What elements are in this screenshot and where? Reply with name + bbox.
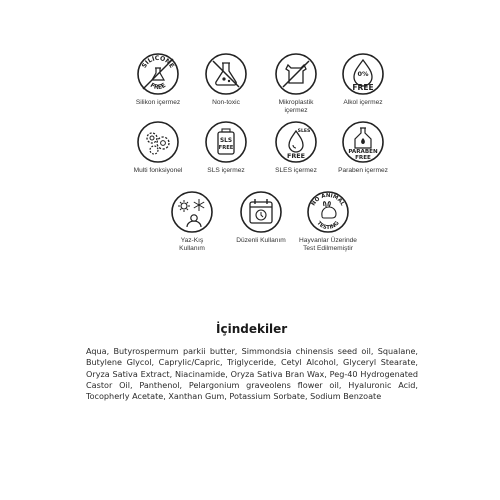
all-season-icon xyxy=(170,190,214,234)
badge-caption: SLS içermez xyxy=(207,167,245,174)
svg-text:FREE xyxy=(149,82,167,91)
no-animal-testing-icon xyxy=(306,190,350,234)
badge-paraben-free xyxy=(318,120,408,175)
paraben-text: PARABEN xyxy=(348,149,378,155)
non-toxic-icon xyxy=(204,52,248,96)
badge-caption: Alkol içermez xyxy=(343,99,383,106)
sles-text: SLES xyxy=(297,129,311,134)
ingredients-section xyxy=(86,322,418,402)
badge-caption: Mikroplastik içermez xyxy=(278,99,314,114)
silicone-free-icon xyxy=(136,52,180,96)
silicone-ring-text: SILICONE xyxy=(140,54,176,70)
multi-function-icon xyxy=(136,120,180,164)
testing-ring-text: TESTING xyxy=(315,220,341,232)
ingredients-list: Aqua, Butyrospermum parkii butter, Simmondsia chinensis seed oil, Squalane, Butylene Glycol, Caprylic/Capric, Triglyceride, Cetyl Alcohol, Glyceryl Stearate, Oryza Sativa Extract, Niacinamide, Oryza Sativa Bran Wax, Peg-40 Hydrogenated Castor Oil, Panthenol, Pelargonium graveolens flower oil, Hyaluronic Acid, Tocopherly Acetate, Xanthan Gum, Potassium Sorbate, Sodium Benzoate xyxy=(86,346,418,402)
badge-caption: Yaz-Kış Kullanım xyxy=(179,237,205,252)
alcohol-free-icon xyxy=(341,52,385,96)
paraben-free-text: FREE xyxy=(355,155,371,161)
badge-caption: Non-toxic xyxy=(212,99,240,106)
badge-caption: Silikon içermez xyxy=(135,99,181,106)
regular-use-icon xyxy=(239,190,283,234)
sles-free-text: FREE xyxy=(286,152,306,160)
no-animal-ring-text: NO ANIMAL xyxy=(310,192,346,208)
badge-caption: Multi fonksiyonel xyxy=(133,167,183,174)
sles-free-icon xyxy=(274,120,318,164)
alcohol-free-text: FREE xyxy=(352,83,374,92)
sls-text: SLS xyxy=(219,138,233,144)
badge-caption: Paraben içermez xyxy=(338,167,388,174)
badge-caption: SLES içermez xyxy=(275,167,317,174)
badge-no-animal-testing xyxy=(283,190,373,252)
sls-free-text: FREE xyxy=(218,145,234,151)
paraben-free-icon xyxy=(341,120,385,164)
ingredients-title: İçindekiler xyxy=(216,322,288,336)
badge-alcohol-free xyxy=(318,52,408,107)
alcohol-percent-text: 0% xyxy=(357,70,369,78)
badge-caption: Düzenli Kullanım xyxy=(236,237,286,244)
badge-caption: Hayvanlar Üzerinde Test Edilmemiştir xyxy=(299,237,357,252)
microplastic-free-icon xyxy=(274,52,318,96)
free-ring-text: FREE xyxy=(148,81,168,92)
sls-free-icon xyxy=(204,120,248,164)
